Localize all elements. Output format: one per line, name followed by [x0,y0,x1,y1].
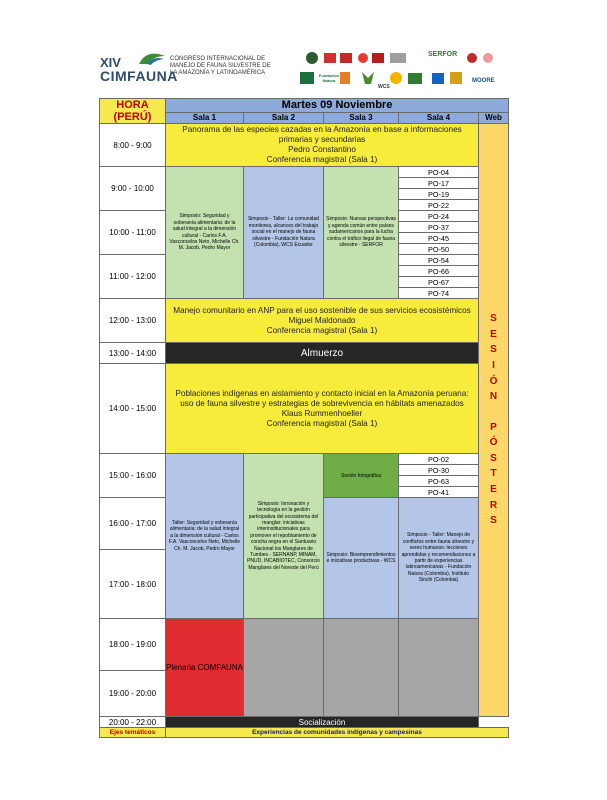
bird-logo-icon [137,50,167,66]
plenary-title: Poblaciones indígenas en aislamiento y contacto inicial en la Amazonía peruana: [175,388,469,398]
logo-cimfauna: CIMFAUNA [100,68,178,84]
schedule-table [99,98,509,738]
socializacion: Socialización [166,717,479,728]
poster-code: PO-02 [399,454,479,465]
plenary-speaker: Pedro Constantino [288,145,356,154]
poster-code: PO-50 [399,244,479,255]
time-slot: 8:00 - 9:00 [100,124,166,167]
poster-letter: I [492,359,495,371]
poster-letter: E [490,328,497,340]
empty-slot [244,619,324,717]
plenaria-comfauna: Plenaria COMFAUNA [166,619,244,717]
time-slot: 10:00 - 11:00 [100,211,166,255]
time-slot: 20:00 - 22:00 [100,717,166,728]
poster-letter: E [490,484,497,496]
sala-2-header: Sala 2 [244,112,324,123]
logo-xiv: XIV [100,55,121,70]
poster-code: PO-22 [399,200,479,211]
sponsor-marks-icon [300,48,510,92]
moore-logo: MOORE [472,78,495,84]
afternoon-sala-4: Simposio - Taller: Manejo de conflictos entre fauna silvestre y seres humanos: lecciones aprendidas y recomendaciones a partir de experiencias latinoamericanas - Fundación Natura (Colombia), Instituto Sinchi (Colombia) [399,498,479,619]
sala-3-header: Sala 3 [324,112,399,123]
afternoon-sala-1: Taller: Seguridad y soberanía alimentaria: de la salud integral a la dimensión cultural - Carlos F.A. Vasconcelos Neto, Michelle Ch. M. Jacob, Pedro Mayor [166,454,244,619]
empty-slot [324,619,399,717]
poster-letter: T [490,468,497,480]
poster-code: PO-41 [399,487,479,498]
poster-letter: S [490,452,497,464]
plenary-panorama [166,124,479,167]
time-slot: 17:00 - 18:00 [100,550,166,619]
poster-code: PO-54 [399,255,479,266]
poster-letter: Ó [489,375,498,387]
poster-letter: S [490,344,497,356]
plenary-title: Panorama de las especies cazadas en la Amazonía en base a informaciones [182,125,462,134]
poster-code: PO-45 [399,233,479,244]
time-slot: 18:00 - 19:00 [100,619,166,671]
congress-line: MANEJO DE FAUNA SILVESTRE DE [170,63,271,69]
poster-code: PO-19 [399,189,479,200]
time-slot: 14:00 - 15:00 [100,364,166,454]
sponsor-logos [300,48,510,92]
plenary-title: uso de fauna silvestre y estrategias de sobrevivencia en hábitats amenazados [180,398,464,408]
sala-1-header: Sala 1 [166,112,244,123]
time-slot: 16:00 - 17:00 [100,498,166,550]
web-header: Web [479,112,509,123]
poster-code: PO-17 [399,178,479,189]
serfor-logo: SERFOR [428,51,458,58]
fundacion-natura-logo: Fundación Natura [318,73,340,83]
congress-name [170,56,280,77]
ejes-label: Ejes temáticos [100,728,166,738]
poster-code: PO-74 [399,288,479,299]
morning-sala-2: Simposio - Taller: La comunidad monitorea, alcances del trabajo social en el manejo de fauna silvestre - Fundación Natura (Colombia), WCS Ecuador [244,167,324,299]
header [0,48,607,90]
time-slot: 11:00 - 12:00 [100,255,166,299]
time-slot: 15:00 - 16:00 [100,454,166,498]
plenary-title: Manejo comunitario en ANP para el uso sostenible de sus servicios ecosistémicos [173,305,471,315]
poster-letter: S [490,515,497,527]
congress-line: CONGRESO INTERNACIONAL DE [170,56,266,62]
photo-session: Sesión fotográfica [324,454,399,498]
plenary-poblaciones [166,364,479,454]
poster-letter: Ó [489,437,498,449]
morning-sala-3: Simposio: Nuevas perspectivas y agenda común entre países sudamericanos para la lucha contra el tráfico ilegal de fauna silvestre - SERFOR [324,167,399,299]
hora-header: HORA (PERÚ) [100,99,166,124]
plenary-speaker: Klaus Rummenhoeller [281,408,363,418]
time-slot: 19:00 - 20:00 [100,671,166,717]
morning-sala-1: Simposio: Seguridad y soberanía alimentaria: de la salud integral a la dimensión cultural - Carlos F.A. Vasconcelos Neto, Michelle Ch. M. Jacob, Pedro Mayor [166,167,244,299]
poster-code: PO-66 [399,266,479,277]
empty-slot [399,619,479,717]
poster-letter: R [489,499,498,511]
poster-code: PO-37 [399,222,479,233]
plenary-type: Conferencia magistral (Sala 1) [266,418,378,428]
poster-letter: N [489,391,498,403]
poster-code: PO-67 [399,277,479,288]
time-slot: 9:00 - 10:00 [100,167,166,211]
poster-letter: S [490,313,497,325]
day-header: Martes 09 Noviembre [166,99,509,113]
poster-code: PO-30 [399,465,479,476]
afternoon-sala-2: Simposio: Innovación y tecnología en la gestión participativa del ecosistema del manglar: iniciativas interinstitucionales para promover el repoblamiento de concha negra en el Santuario Nacional los Manglares de Tumbes - SERNANP, MINAM, PNUD, INCABIOTEC, Consorcio Manglares del Noreste del Perú [244,454,324,619]
plenary-speaker: Miguel Maldonado [288,315,356,325]
congress-line: LA AMAZONÍA Y LATINOAMÉRICA [170,70,266,76]
time-slot: 13:00 - 14:00 [100,343,166,364]
poster-code: PO-63 [399,476,479,487]
lunch-break: Almuerzo [166,343,479,364]
plenary-type: Conferencia magistral (Sala 1) [266,325,378,335]
poster-letter: P [490,421,497,433]
ejes-value: Experiencias de comunidades indígenas y campesinas [166,728,509,738]
sala-4-header: Sala 4 [399,112,479,123]
plenary-manejo [166,299,479,343]
time-slot: 12:00 - 13:00 [100,299,166,343]
poster-letter-gap [479,405,508,420]
afternoon-sala-3: Simposio: Bioemprendimientos e iniciativas productivas - WCS [324,498,399,619]
plenary-type: Conferencia magistral (Sala 1) [266,155,378,164]
wcs-logo: WCS [378,84,390,90]
plenary-title: primarias y secundarias [278,135,366,144]
poster-code: PO-04 [399,167,479,178]
poster-code: PO-24 [399,211,479,222]
poster-session [479,124,509,717]
